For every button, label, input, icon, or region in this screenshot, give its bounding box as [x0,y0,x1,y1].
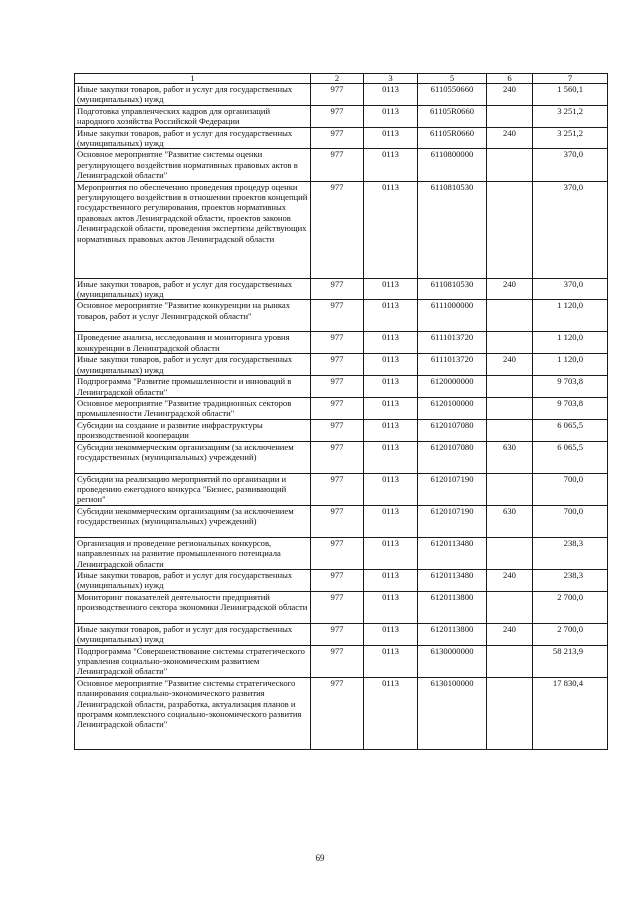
cell-section: 0113 [364,354,418,376]
cell-ministry: 977 [311,181,364,278]
table-row [75,537,608,569]
cell-expense-type [487,376,533,398]
cell-name: Подпрограмма "Развитие промышленности и инноваций в Ленинградской области" [75,376,311,398]
cell-ministry: 977 [311,591,364,623]
cell-target-article: 6120113800 [418,623,487,645]
cell-ministry: 977 [311,376,364,398]
cell-ministry: 977 [311,397,364,419]
cell-section: 0113 [364,419,418,441]
table-row [75,105,608,127]
cell-expense-type [487,419,533,441]
cell-ministry: 977 [311,645,364,677]
cell-expense-type: 240 [487,127,533,149]
cell-name: Иные закупки товаров, работ и услуг для государственных (муниципальных) нужд [75,278,311,300]
cell-amount: 700,0 [533,505,608,537]
cell-section: 0113 [364,127,418,149]
cell-amount: 58 213,9 [533,645,608,677]
table-row [75,623,608,645]
table-row [75,354,608,376]
cell-name: Основное мероприятие "Развитие системы оценки регулирующего воздействия нормативных правовых актов в Ленинградской области" [75,149,311,181]
cell-name: Иные закупки товаров, работ и услуг для государственных (муниципальных) нужд [75,623,311,645]
cell-target-article: 6110800000 [418,149,487,181]
cell-section: 0113 [364,84,418,106]
cell-name: Проведение анализа, исследования и мониторинга уровня конкуренции в Ленинградской области [75,332,311,354]
table-row [75,181,608,278]
cell-ministry: 977 [311,569,364,591]
cell-amount: 3 251,2 [533,127,608,149]
table-row [75,419,608,441]
cell-ministry: 977 [311,84,364,106]
cell-target-article: 6120113480 [418,537,487,569]
cell-target-article: 61105R0660 [418,127,487,149]
cell-target-article: 6120113800 [418,591,487,623]
cell-name: Организация и проведение региональных конкурсов, направленных на развитие промышленного потенциала Ленинградской области [75,537,311,569]
cell-name: Мониторинг показателей деятельности предприятий производственного сектора экономики Ленинградской области [75,591,311,623]
cell-section: 0113 [364,537,418,569]
cell-name: Основное мероприятие "Развитие конкуренции на рынках товаров, работ и услуг Ленинградской области" [75,300,311,332]
cell-section: 0113 [364,591,418,623]
header-cell: 3 [364,74,418,84]
cell-name: Основное мероприятие "Развитие системы стратегического планирования социально-экономического развития Ленинградской области, разработка, актуализация планов и программ комплексного социально-экономического развития Ленинградской области" [75,677,311,749]
budget-table-body [75,74,608,750]
cell-name: Подпрограмма "Совершенствование системы стратегического управления социально-экономическим развитием Ленинградской области" [75,645,311,677]
cell-amount: 2 700,0 [533,591,608,623]
cell-expense-type [487,645,533,677]
cell-amount: 9 703,8 [533,397,608,419]
header-cell: 6 [487,74,533,84]
cell-section: 0113 [364,149,418,181]
cell-expense-type [487,591,533,623]
cell-expense-type: 240 [487,569,533,591]
cell-target-article: 6110550660 [418,84,487,106]
cell-section: 0113 [364,473,418,505]
budget-table [74,73,608,750]
cell-target-article: 61105R0660 [418,105,487,127]
cell-expense-type [487,105,533,127]
table-row [75,505,608,537]
cell-name: Иные закупки товаров, работ и услуг для государственных (муниципальных) нужд [75,354,311,376]
cell-section: 0113 [364,105,418,127]
table-header-row [75,74,608,84]
cell-amount: 238,3 [533,537,608,569]
header-cell: 7 [533,74,608,84]
cell-expense-type: 240 [487,278,533,300]
cell-amount: 17 830,4 [533,677,608,749]
cell-expense-type [487,181,533,278]
cell-amount: 9 703,8 [533,376,608,398]
cell-name: Субсидии на создание и развитие инфраструктуры производственной кооперации [75,419,311,441]
cell-name: Мероприятия по обеспечению проведения процедур оценки регулирующего воздействия в отношении проектов концепций государственного регулирования, проектов нормативных правовых актов Ленинградской области, проектов законов Ленинградской области, проведения экспертизы действующих нормативных правовых актов Ленинградской области [75,181,311,278]
cell-amount: 370,0 [533,149,608,181]
cell-expense-type: 630 [487,505,533,537]
header-cell: 5 [418,74,487,84]
cell-name: Субсидии некоммерческим организациям (за исключением государственных (муниципальных) учреждений) [75,505,311,537]
cell-target-article: 6111000000 [418,300,487,332]
cell-section: 0113 [364,278,418,300]
cell-expense-type [487,537,533,569]
cell-amount: 1 120,0 [533,300,608,332]
table-row [75,376,608,398]
cell-name: Субсидии некоммерческим организациям (за исключением государственных (муниципальных) учреждений) [75,441,311,473]
cell-target-article: 6111013720 [418,354,487,376]
cell-ministry: 977 [311,623,364,645]
page-number: 69 [315,853,325,863]
cell-amount: 3 251,2 [533,105,608,127]
cell-expense-type [487,332,533,354]
cell-ministry: 977 [311,278,364,300]
cell-amount: 1 120,0 [533,354,608,376]
cell-amount: 6 065,5 [533,441,608,473]
cell-section: 0113 [364,181,418,278]
cell-ministry: 977 [311,149,364,181]
cell-expense-type [487,300,533,332]
cell-ministry: 977 [311,505,364,537]
cell-section: 0113 [364,677,418,749]
cell-expense-type [487,397,533,419]
cell-target-article: 6120100000 [418,397,487,419]
cell-ministry: 977 [311,354,364,376]
cell-ministry: 977 [311,332,364,354]
cell-ministry: 977 [311,105,364,127]
cell-section: 0113 [364,332,418,354]
cell-name: Иные закупки товаров, работ и услуг для государственных (муниципальных) нужд [75,569,311,591]
cell-target-article: 6111013720 [418,332,487,354]
table-row [75,127,608,149]
cell-expense-type [487,677,533,749]
table-row [75,397,608,419]
cell-amount: 2 700,0 [533,623,608,645]
cell-section: 0113 [364,569,418,591]
table-row [75,473,608,505]
table-row [75,278,608,300]
cell-section: 0113 [364,441,418,473]
table-row [75,441,608,473]
table-row [75,569,608,591]
cell-target-article: 6120107080 [418,441,487,473]
cell-amount: 1 120,0 [533,332,608,354]
header-cell: 1 [75,74,311,84]
table-row [75,332,608,354]
cell-target-article: 6130100000 [418,677,487,749]
cell-target-article: 6120107190 [418,505,487,537]
cell-expense-type [487,149,533,181]
cell-expense-type: 240 [487,354,533,376]
cell-section: 0113 [364,376,418,398]
cell-expense-type [487,473,533,505]
table-row [75,84,608,106]
cell-amount: 6 065,5 [533,419,608,441]
cell-name: Субсидии на реализацию мероприятий по организации и проведению ежегодного конкурса "Бизнес, развивающий регион" [75,473,311,505]
table-row [75,149,608,181]
cell-ministry: 977 [311,127,364,149]
cell-expense-type: 240 [487,84,533,106]
cell-ministry: 977 [311,419,364,441]
cell-amount: 1 560,1 [533,84,608,106]
table-row [75,300,608,332]
table-row [75,591,608,623]
cell-target-article: 6120113480 [418,569,487,591]
cell-expense-type: 240 [487,623,533,645]
cell-name: Иные закупки товаров, работ и услуг для государственных (муниципальных) нужд [75,84,311,106]
cell-section: 0113 [364,623,418,645]
header-cell: 2 [311,74,364,84]
cell-target-article: 6120107080 [418,419,487,441]
cell-target-article: 6110810530 [418,278,487,300]
cell-ministry: 977 [311,473,364,505]
cell-name: Подготовка управленческих кадров для организаций народного хозяйства Российской Федерации [75,105,311,127]
table-row [75,645,608,677]
cell-section: 0113 [364,505,418,537]
cell-ministry: 977 [311,300,364,332]
cell-target-article: 6130000000 [418,645,487,677]
cell-section: 0113 [364,645,418,677]
cell-name: Основное мероприятие "Развитие традиционных секторов промышленности Ленинградской области" [75,397,311,419]
cell-target-article: 6120000000 [418,376,487,398]
table-row [75,677,608,749]
cell-expense-type: 630 [487,441,533,473]
cell-section: 0113 [364,397,418,419]
cell-ministry: 977 [311,677,364,749]
cell-ministry: 977 [311,537,364,569]
cell-target-article: 6120107190 [418,473,487,505]
cell-target-article: 6110810530 [418,181,487,278]
cell-amount: 238,3 [533,569,608,591]
cell-amount: 700,0 [533,473,608,505]
cell-name: Иные закупки товаров, работ и услуг для государственных (муниципальных) нужд [75,127,311,149]
cell-section: 0113 [364,300,418,332]
cell-amount: 370,0 [533,278,608,300]
cell-amount: 370,0 [533,181,608,278]
cell-ministry: 977 [311,441,364,473]
